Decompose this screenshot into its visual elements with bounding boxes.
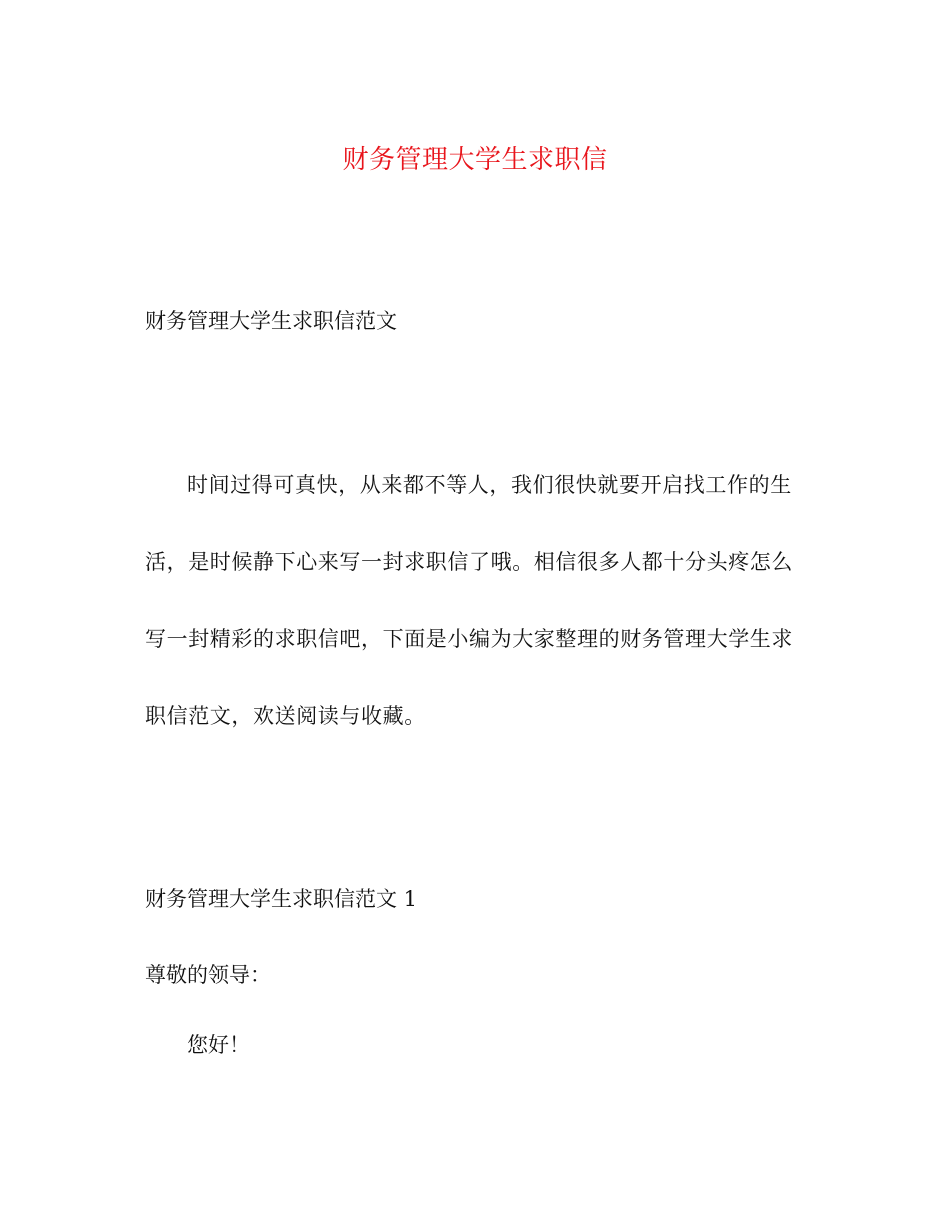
intro-paragraph: 时间过得可真快，从来都不等人，我们很快就要开启找工作的生活，是时候静下心来写一封求职信了哦。相信很多人都十分头疼怎么写一封精彩的求职信吧，下面是小编为大家整理的财务管理大学生求职信范文，欢送阅读与收藏。 [145, 473, 793, 728]
section-heading: 财务管理大学生求职信范文 1 [145, 887, 418, 911]
greeting: 您好！ [187, 1033, 250, 1057]
document-subtitle: 财务管理大学生求职信范文 [145, 309, 397, 333]
document-title: 财务管理大学生求职信 [342, 145, 608, 175]
salutation: 尊敬的领导： [145, 963, 271, 987]
